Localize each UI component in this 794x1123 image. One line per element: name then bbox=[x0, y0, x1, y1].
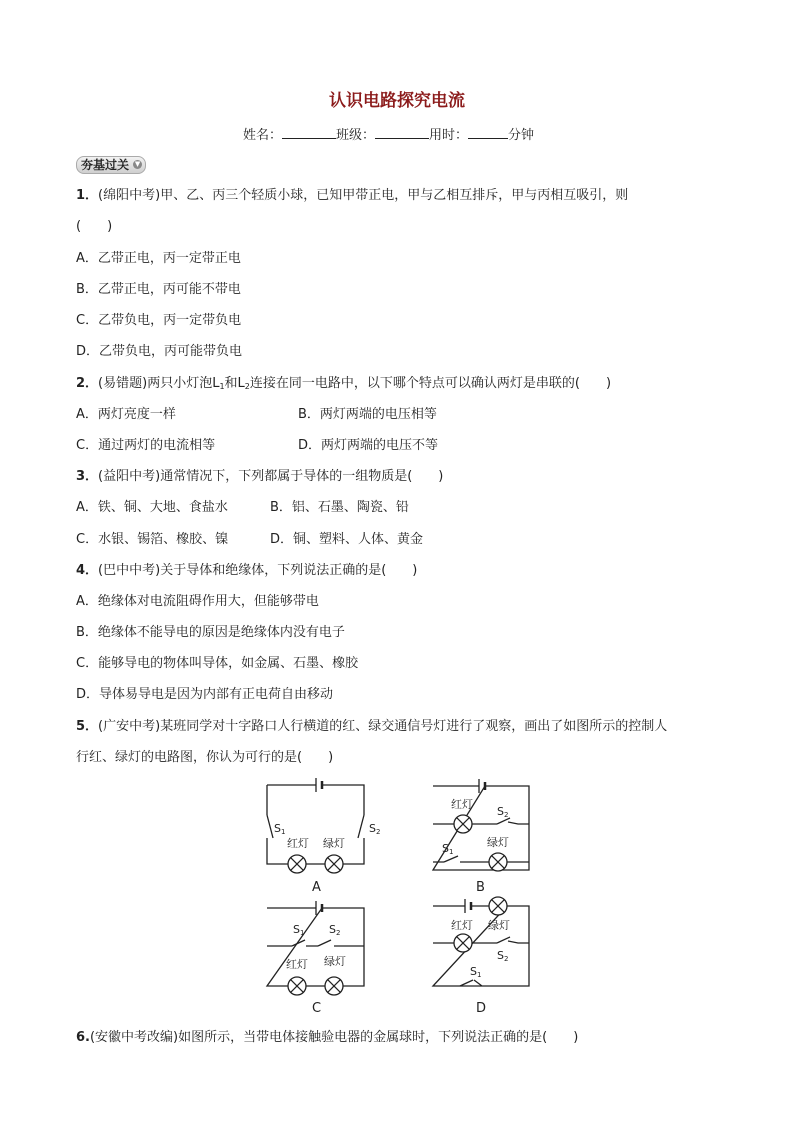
switch-s2-icon bbox=[497, 937, 510, 943]
red-lamp-label: 红灯 bbox=[287, 837, 309, 850]
red-lamp-label: 红灯 bbox=[451, 798, 473, 811]
option-c: C．能够导电的物体叫导体，如金属、石墨、橡胶 bbox=[76, 656, 359, 671]
switch-s1-icon bbox=[267, 815, 273, 838]
green-lamp-icon bbox=[325, 855, 343, 873]
question-text: (绵阳中考)甲、乙、丙三个轻质小球，已知甲带正电，甲与乙相互排斥，甲与丙相互吸引，则 bbox=[98, 188, 629, 203]
switch-s2-label: S2 bbox=[497, 949, 509, 963]
question-text: (益阳中考)通常情况下，下列都属于导体的一组物质是( ) bbox=[98, 469, 444, 484]
subscript: 2 bbox=[244, 382, 250, 391]
question-number: 2． bbox=[76, 376, 99, 391]
switch-s1-label: S1 bbox=[293, 923, 305, 937]
green-lamp-label: 绿灯 bbox=[324, 955, 346, 968]
option-d: D．铜、塑料、人体、黄金 bbox=[270, 532, 424, 547]
option-d: D．乙带负电，丙可能带负电 bbox=[76, 344, 243, 359]
green-lamp-label: 绿灯 bbox=[487, 836, 509, 849]
circuit-label-b: B bbox=[476, 880, 485, 895]
green-lamp-label: 绿灯 bbox=[323, 837, 345, 850]
switch-s1-label: S1 bbox=[470, 965, 482, 979]
red-lamp-icon bbox=[288, 855, 306, 873]
option-c: C．乙带负电，丙一定带负电 bbox=[76, 313, 242, 328]
switch-s2-icon bbox=[358, 815, 364, 838]
red-lamp-icon bbox=[454, 815, 472, 833]
option-a: A．两灯亮度一样 bbox=[76, 407, 176, 422]
circuit-label-c: C bbox=[312, 1001, 322, 1016]
option-c: C．水银、锡箔、橡胶、镍 bbox=[76, 532, 229, 547]
circuit-label-d: D bbox=[476, 1001, 487, 1016]
switch-s1-label: S1 bbox=[442, 842, 454, 856]
switch-s2-label: S2 bbox=[497, 805, 509, 819]
time-unit: 分钟 bbox=[508, 128, 535, 143]
option-b: B．绝缘体不能导电的原因是绝缘体内没有电子 bbox=[76, 625, 345, 640]
option-b: B．两灯两端的电压相等 bbox=[298, 407, 437, 422]
question-number: 5． bbox=[76, 719, 99, 734]
question-number: 3． bbox=[76, 469, 99, 484]
switch-s1-label: S1 bbox=[274, 822, 286, 836]
circuit-label-a: A bbox=[312, 880, 321, 895]
circuit-b bbox=[433, 779, 529, 871]
class-label: 班级： bbox=[336, 128, 376, 143]
question-text: 和L bbox=[224, 376, 245, 391]
name-label: 姓名： bbox=[243, 128, 283, 143]
question-number: 6. bbox=[76, 1030, 90, 1045]
question-text: (巴中中考)关于导体和绝缘体，下列说法正确的是( ) bbox=[98, 563, 418, 578]
switch-s1-icon bbox=[460, 980, 473, 986]
green-lamp-icon bbox=[325, 977, 343, 995]
red-lamp-icon bbox=[454, 934, 472, 952]
green-lamp-label: 绿灯 bbox=[488, 919, 510, 932]
switch-s1-icon bbox=[444, 856, 458, 862]
option-b: B．铝、石墨、陶瓷、铅 bbox=[270, 500, 409, 515]
question-text: (广安中考)某班同学对十字路口人行横道的红、绿交通信号灯进行了观察，画出了如图所示的控制人 bbox=[98, 719, 668, 734]
switch-s2-icon bbox=[318, 940, 331, 946]
option-d: D．导体易导电是因为内部有正电荷自由移动 bbox=[76, 687, 334, 702]
page-title: 认识电路探究电流 bbox=[329, 91, 465, 111]
option-b: B．乙带正电，丙可能不带电 bbox=[76, 282, 241, 297]
circuit-c bbox=[267, 901, 364, 995]
answer-paren: ( ) bbox=[76, 219, 113, 234]
red-lamp-label: 红灯 bbox=[286, 958, 308, 971]
question-6 bbox=[76, 1030, 578, 1046]
section-badge-label: 夯基过关 bbox=[81, 158, 130, 172]
option-d: D．两灯两端的电压不等 bbox=[298, 438, 439, 453]
option-a: A．铁、铜、大地、食盐水 bbox=[76, 500, 228, 515]
question-text: (安徽中考改编)如图所示，当带电体接触验电器的金属球时，下列说法正确的是( ) bbox=[89, 1030, 579, 1045]
question-number: 1． bbox=[76, 188, 99, 203]
switch-s2-label: S2 bbox=[369, 822, 381, 836]
green-lamp-icon bbox=[489, 853, 507, 871]
lamp-icon bbox=[489, 897, 507, 915]
time-label: 用时： bbox=[429, 128, 469, 143]
chevron-down-icon: ▼ bbox=[134, 160, 141, 168]
question-text: 连接在同一电路中，以下哪个特点可以确认两灯是串联的( ) bbox=[249, 376, 612, 391]
circuit-a bbox=[267, 778, 364, 873]
subscript: 1 bbox=[219, 382, 225, 391]
red-lamp-icon bbox=[288, 977, 306, 995]
option-a: A．绝缘体对电流阻碍作用大，但能够带电 bbox=[76, 594, 319, 609]
red-lamp-label: 红灯 bbox=[451, 919, 473, 932]
question-text: (易错题)两只小灯泡L bbox=[98, 376, 220, 391]
option-c: C．通过两灯的电流相等 bbox=[76, 438, 216, 453]
question-number: 4． bbox=[76, 563, 99, 578]
question-5-cont: 行红、绿灯的电路图，你认为可行的是( ) bbox=[76, 750, 334, 765]
switch-s2-label: S2 bbox=[329, 923, 341, 937]
option-a: A．乙带正电，丙一定带正电 bbox=[76, 251, 241, 266]
